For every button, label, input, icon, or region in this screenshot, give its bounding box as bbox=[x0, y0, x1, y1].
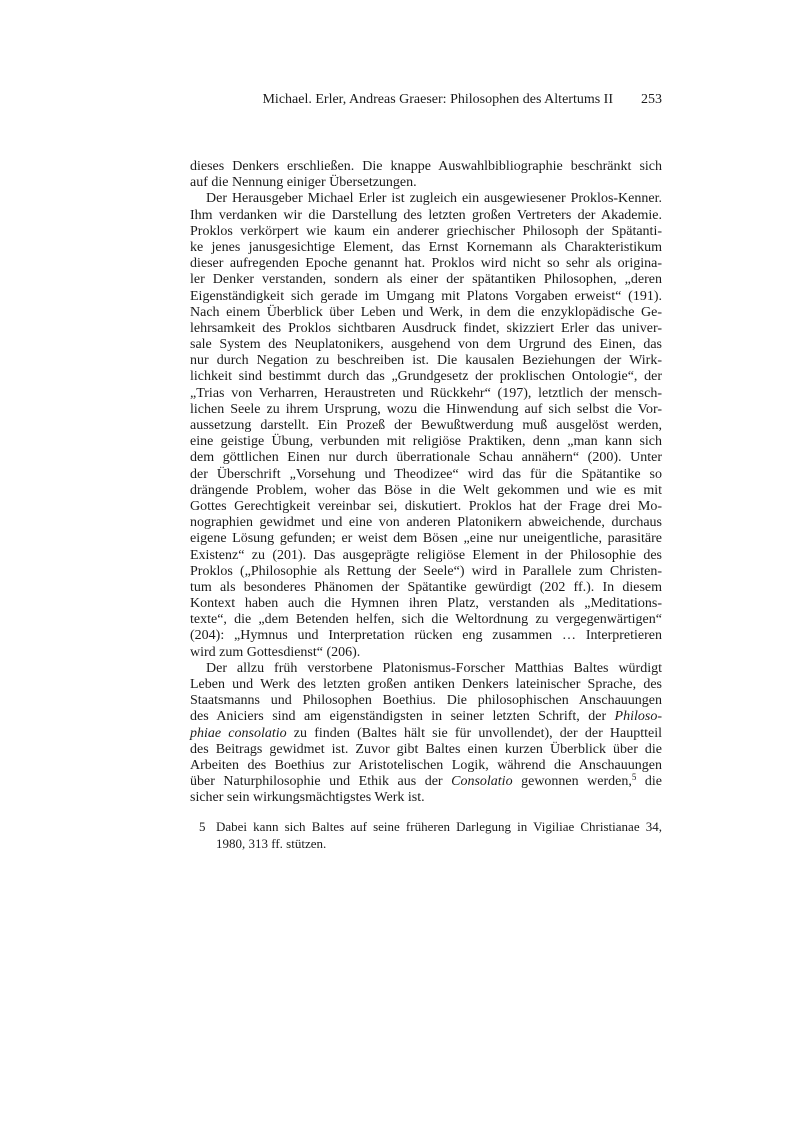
text-segment: eine geistige Übung, verbunden mit religiöse Praktiken, denn „man kann sich bbox=[190, 434, 662, 450]
text-line bbox=[190, 612, 662, 628]
text-segment: eigene Lösung gefunden; er weist dem Bösen „eine nur uneigentliche, parasitäre bbox=[190, 531, 662, 547]
text-segment: Staatsmanns und Philosophen Boethius. Die philosophischen Anschauungen bbox=[190, 693, 662, 709]
text-line bbox=[190, 531, 662, 547]
italic-title: Consolatio bbox=[451, 774, 513, 790]
text-segment: nographien gewidmet und eine von anderen Platonikern abweichende, durchaus bbox=[190, 515, 662, 531]
text-segment: Eigenständigkeit sich gerade im Umgang mit Platons Vorgaben erweist“ (191). bbox=[190, 288, 662, 304]
italic-title: Philoso- bbox=[614, 709, 662, 725]
text-line bbox=[190, 693, 662, 709]
text-segment: sale System des Neuplatonikers, ausgehend von dem Urgrund des Einen, das bbox=[190, 337, 662, 353]
text-segment: ler Denker verstanden, sondern als einer der spätantiken Philosophen, „deren bbox=[190, 272, 662, 288]
text-line bbox=[190, 434, 662, 450]
text-segment: texte“, die „dem Betenden helfen, sich die Weltordnung zu vergegenwärtigen“ bbox=[190, 612, 662, 628]
footnote-ref: 5 bbox=[631, 772, 637, 783]
text-line bbox=[190, 742, 662, 758]
text-segment: Existenz“ zu (201). Das ausgeprägte religiöse Element in der Philosophie des bbox=[190, 547, 662, 563]
text-segment: gewonnen werden, bbox=[512, 774, 632, 790]
text-segment: Gottes Gerechtigkeit vereinbar sei, diskutiert. Proklos hat der Frage drei Mo- bbox=[190, 498, 662, 514]
text-segment: zu finden (Baltes hält sie für unvollendet), der der Hauptteil bbox=[286, 725, 662, 741]
text-segment: Arbeiten des Boethius zur Aristotelischen Logik, während die Anschauungen bbox=[190, 757, 662, 773]
text-line bbox=[190, 240, 662, 256]
footnote bbox=[190, 818, 662, 852]
page-number: 253 bbox=[641, 92, 662, 107]
text-line bbox=[190, 208, 662, 224]
text-line bbox=[190, 645, 662, 661]
text-segment: sicher sein wirkungsmächtigstes Werk ist. bbox=[190, 790, 425, 806]
text-segment: dieses Denkers erschließen. Die knappe Auswahlbibliographie beschränkt sich bbox=[190, 159, 662, 174]
text-segment: lichen Seele zu ihrem Ursprung, wozu die Hinwendung auf sich selbst die Vor- bbox=[190, 401, 662, 417]
footnote-line: 1980, 313 ff. stützen. bbox=[216, 836, 327, 851]
text-segment: Proklos („Philosophie als Rettung der Seele“) wird in Parallele zum Christen- bbox=[190, 563, 662, 579]
text-segment: auf die Nennung einiger Übersetzungen. bbox=[190, 175, 417, 191]
text-line bbox=[190, 402, 662, 418]
text-segment: die bbox=[636, 774, 663, 790]
text-line bbox=[190, 548, 662, 564]
text-segment: tum als besonderes Phänomen der Spätantike gewürdigt (202 ff.). In diesem bbox=[190, 579, 662, 595]
footnote-line: Dabei kann sich Baltes auf seine früheren Darlegung in Vigiliae Christianae 34, bbox=[216, 819, 662, 834]
text-segment: wird zum Gottesdienst“ (206). bbox=[190, 644, 361, 660]
text-segment: Kontext haben auch die Hymnen ihren Platz, verstanden als „Meditations- bbox=[190, 596, 662, 612]
paragraph bbox=[190, 159, 662, 191]
text-line bbox=[190, 580, 662, 596]
text-line bbox=[190, 515, 662, 531]
running-header bbox=[190, 92, 662, 108]
text-segment: ke jenes janusgesichtige Element, das Ernst Kornemann als Charakteristikum bbox=[190, 239, 662, 255]
text-segment: Leben und Werk des letzten großen antiken Denkers lateinischer Sprache, des bbox=[190, 677, 662, 692]
text-line bbox=[190, 564, 662, 580]
text-line bbox=[190, 386, 662, 402]
text-line bbox=[190, 159, 662, 175]
text-segment: nur durch Negation zu beschreiben ist. Die kausalen Beziehungen der Wirk- bbox=[190, 353, 662, 369]
text-segment: Ihm verdanken wir die Darstellung des letzten großen Vertreters der Akademie. bbox=[190, 207, 662, 223]
text-line bbox=[190, 369, 662, 385]
text-line bbox=[190, 418, 662, 434]
text-line bbox=[190, 353, 662, 369]
text-line bbox=[190, 450, 662, 466]
text-segment: Der allzu früh verstorbene Platonismus-Forscher Matthias Baltes würdigt bbox=[206, 660, 662, 676]
text-line bbox=[190, 467, 662, 483]
text-line bbox=[190, 289, 662, 305]
text-line bbox=[190, 175, 662, 191]
text-segment: „Trias von Verharren, Heraustreten und Rückkehr“ (197), letztlich der mensch- bbox=[190, 385, 662, 401]
text-segment: Proklos verkörpert wie kaum ein anderer griechischer Philosoph der Spätanti- bbox=[190, 223, 662, 239]
text-line bbox=[190, 758, 662, 774]
paragraph bbox=[190, 191, 662, 660]
text-segment: lehrsamkeit des Proklos sichtbaren Ausdruck findet, skizziert Erler das univer- bbox=[190, 320, 662, 336]
text-line bbox=[190, 337, 662, 353]
text-line bbox=[190, 305, 662, 321]
text-segment: (204): „Hymnus und Interpretation rücken eng zusammen … Interpretieren bbox=[190, 628, 662, 644]
text-segment: dieser aufregenden Epoche genannt hat. Proklos wird nicht so sehr als origina- bbox=[190, 256, 662, 272]
text-line bbox=[190, 628, 662, 644]
text-segment: des Aniciers sind am eigenständigsten in seiner letzten Schrift, der bbox=[190, 709, 615, 725]
text-line bbox=[190, 191, 662, 207]
text-line bbox=[190, 726, 662, 742]
text-segment: aussetzung darstellt. Ein Prozeß der Bewußtwerdung muß ausgelöst werden, bbox=[190, 418, 662, 433]
text-line bbox=[190, 596, 662, 612]
text-line bbox=[190, 256, 662, 272]
paragraph bbox=[190, 661, 662, 807]
text-line bbox=[190, 661, 662, 677]
text-line bbox=[190, 677, 662, 693]
text-segment: Nach einem Überblick über Leben und Werk, in dem die enzyklopädische Ge- bbox=[190, 304, 662, 320]
text-segment: der Überschrift „Vorsehung und Theodizee“ wird das für die Spätantike so bbox=[190, 466, 662, 482]
text-segment: über Naturphilosophie und Ethik aus der bbox=[190, 774, 452, 790]
footnote-number: 5 bbox=[199, 819, 206, 834]
text-line bbox=[190, 790, 662, 806]
italic-title: phiae consolatio bbox=[190, 725, 287, 741]
text-line bbox=[190, 483, 662, 499]
body-text bbox=[190, 159, 662, 807]
text-line bbox=[190, 272, 662, 288]
text-segment: drängende Problem, woher das Böse in die Welt gekommen und wie es mit bbox=[190, 482, 662, 498]
text-segment: dem göttlichen Einen nur durch überrationale Schau annähern“ (200). Unter bbox=[190, 450, 662, 466]
text-line bbox=[190, 709, 662, 725]
text-line bbox=[190, 321, 662, 337]
text-segment: Der Herausgeber Michael Erler ist zugleich ein ausgewiesener Proklos-Kenner. bbox=[206, 191, 662, 207]
running-title: Michael. Erler, Andreas Graeser: Philosophen des Altertums II bbox=[262, 92, 613, 107]
text-line bbox=[190, 774, 662, 790]
footnote-text bbox=[216, 818, 662, 852]
text-line bbox=[190, 499, 662, 515]
text-line bbox=[190, 224, 662, 240]
text-segment: des Beitrags gewidmet ist. Zuvor gibt Baltes einen kurzen Überblick über die bbox=[190, 741, 662, 757]
text-segment: lichkeit sind bestimmt durch das „Grundgesetz der proklischen Ontologie“, der bbox=[190, 369, 662, 385]
